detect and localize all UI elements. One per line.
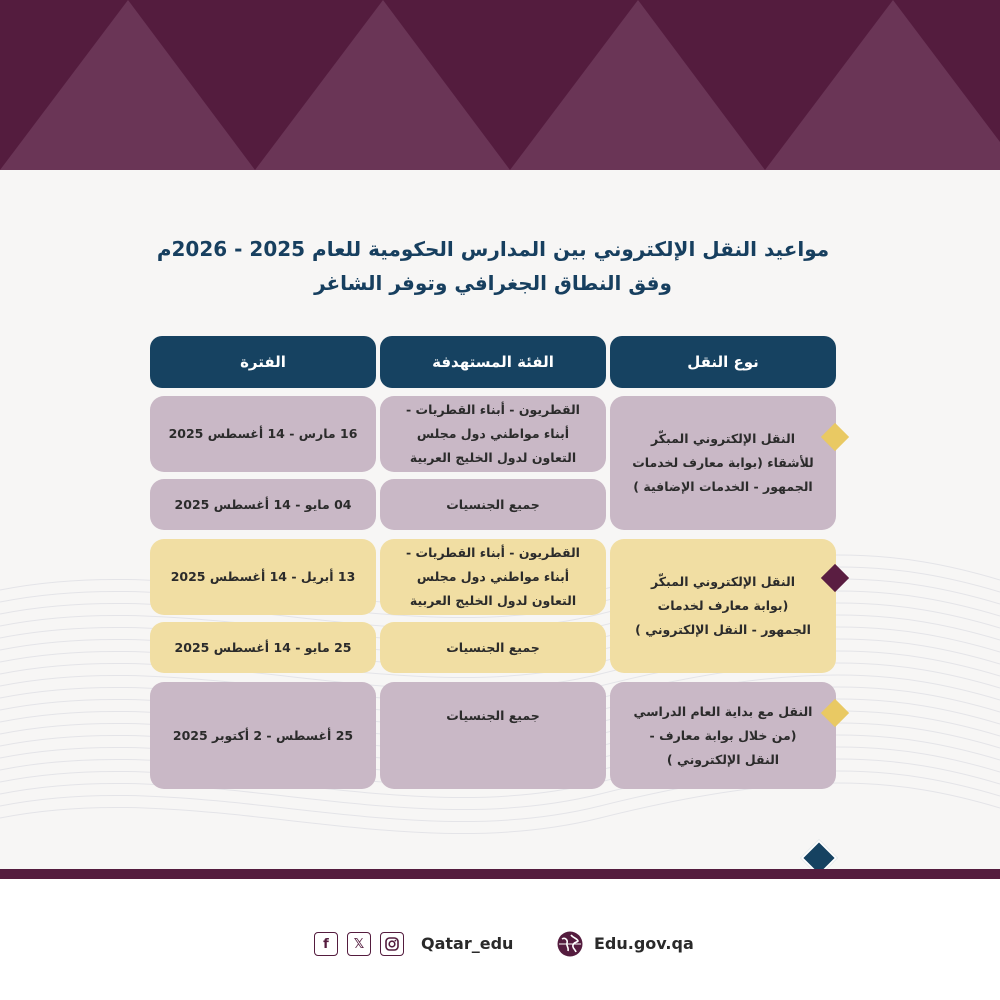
- website-link[interactable]: Edu.gov.qa: [594, 934, 694, 953]
- header-target-group: الفئة المستهدفة: [380, 336, 606, 388]
- row-2-period-1: 13 أبريل - 14 أغسطس 2025: [150, 539, 376, 615]
- footer-band: [0, 869, 1000, 879]
- facebook-icon[interactable]: f: [314, 932, 338, 956]
- row-1-period-2: 04 مايو - 14 أغسطس 2025: [150, 479, 376, 530]
- row-1-transfer-type: النقل الإلكتروني المبكّر للأشقاء (بوابة معارف لخدمات الجمهور - الخدمات الإضافية ): [610, 396, 836, 530]
- row-2-period-2: 25 مايو - 14 أغسطس 2025: [150, 622, 376, 673]
- social-handle[interactable]: Qatar_edu: [421, 934, 514, 953]
- instagram-icon[interactable]: [380, 932, 404, 956]
- header-period: الفترة: [150, 336, 376, 388]
- header-transfer-type: نوع النقل: [610, 336, 836, 388]
- header-banner: [0, 0, 1000, 170]
- row-1-group-2: جميع الجنسيات: [380, 479, 606, 530]
- title-line-2: وفق النطاق الجغرافي وتوفر الشاغر: [314, 271, 672, 295]
- page-title: [150, 232, 836, 300]
- row-1-group-1: القطريون - أبناء القطريات - أبناء مواطني دول مجلس التعاون لدول الخليج العربية: [380, 396, 606, 472]
- title-line-1: مواعيد النقل الإلكتروني بين المدارس الحكومية للعام 2025 - 2026م: [156, 237, 830, 261]
- row-3-transfer-type: النقل مع بداية العام الدراسي (من خلال بوابة معارف - النقل الإلكتروني ): [610, 682, 836, 789]
- row-1-period-1: 16 مارس - 14 أغسطس 2025: [150, 396, 376, 472]
- row-2-transfer-type: النقل الإلكتروني المبكّر (بوابة معارف لخدمات الجمهور - النقل الإلكتروني ): [610, 539, 836, 673]
- row-2-group-1: القطريون - أبناء القطريات - أبناء مواطني دول مجلس التعاون لدول الخليج العربية: [380, 539, 606, 615]
- row-3-period-1: 25 أغسطس - 2 أكتوبر 2025: [150, 682, 376, 789]
- row-3-group-1: جميع الجنسيات: [380, 682, 606, 789]
- triangle-pattern: [0, 0, 1000, 170]
- x-icon[interactable]: 𝕏: [347, 932, 371, 956]
- row-2-group-2: جميع الجنسيات: [380, 622, 606, 673]
- globe-icon: [556, 930, 584, 958]
